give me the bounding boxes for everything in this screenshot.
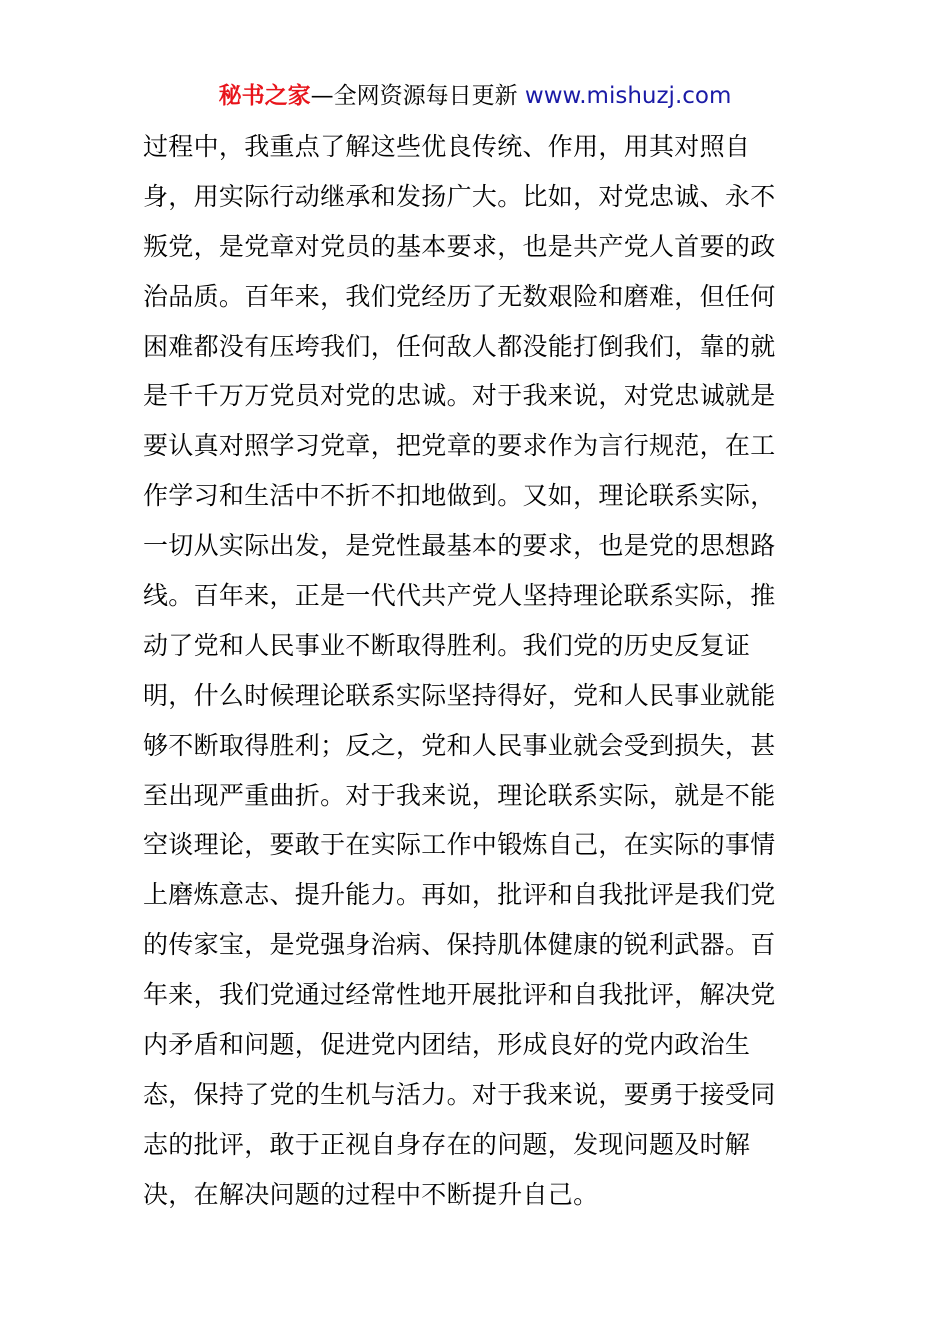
body-line: 动了党和人民事业不断取得胜利。我们党的历史反复证 [143,630,751,660]
body-line: 叛党，是党章对党员的基本要求，也是共产党人首要的政 [143,231,776,261]
site-tagline: —全网资源每日更新 [310,83,518,109]
body-line: 线。百年来，正是一代代共产党人坚持理论联系实际，推 [143,581,776,611]
body-line: 要认真对照学习党章，把党章的要求作为言行规范，在工 [143,431,776,461]
body-line: 作学习和生活中不折不扣地做到。又如，理论联系实际， [143,481,776,511]
body-line: 过程中，我重点了解这些优良传统、作用，用其对照自 [143,132,751,161]
body-line: 困难都没有压垮我们，任何敌人都没能打倒我们，靠的就 [143,331,776,361]
body-line: 志的批评，敢于正视自身存在的问题，发现问题及时解 [143,1129,751,1159]
body-line: 决，在解决问题的过程中不断提升自己。 [143,1179,599,1209]
body-line: 年来，我们党通过经常性地开展批评和自我批评，解决党 [143,980,776,1010]
body-line: 态，保持了党的生机与活力。对于我来说，要勇于接受同 [143,1079,776,1109]
site-brand: 秘书之家 [218,83,311,109]
site-url-link[interactable]: www.mishuzj.com [524,83,732,109]
site-header [0,78,950,114]
body-line: 明，什么时候理论联系实际坚持得好，党和人民事业就能 [143,680,776,710]
body-line: 上磨炼意志、提升能力。再如，批评和自我批评是我们党 [143,880,776,910]
body-line: 至出现严重曲折。对于我来说，理论联系实际，就是不能 [143,780,776,810]
body-line: 空谈理论，要敢于在实际工作中锻炼自己，在实际的事情 [143,830,776,860]
body-line: 一切从实际出发，是党性最基本的要求，也是党的思想路 [143,531,776,561]
body-line: 够不断取得胜利；反之，党和人民事业就会受到损失，甚 [143,730,776,760]
body-line: 是千千万万党员对党的忠诚。对于我来说，对党忠诚就是 [143,381,776,411]
body-line: 治品质。百年来，我们党经历了无数艰险和磨难，但任何 [143,281,776,311]
body-line: 的传家宝，是党强身治病、保持肌体健康的锐利武器。百 [143,930,776,960]
body-line: 身，用实际行动继承和发扬广大。比如，对党忠诚、永不 [143,181,776,211]
body-line: 内矛盾和问题，促进党内团结，形成良好的党内政治生 [143,1030,751,1060]
document-body [143,127,807,1225]
